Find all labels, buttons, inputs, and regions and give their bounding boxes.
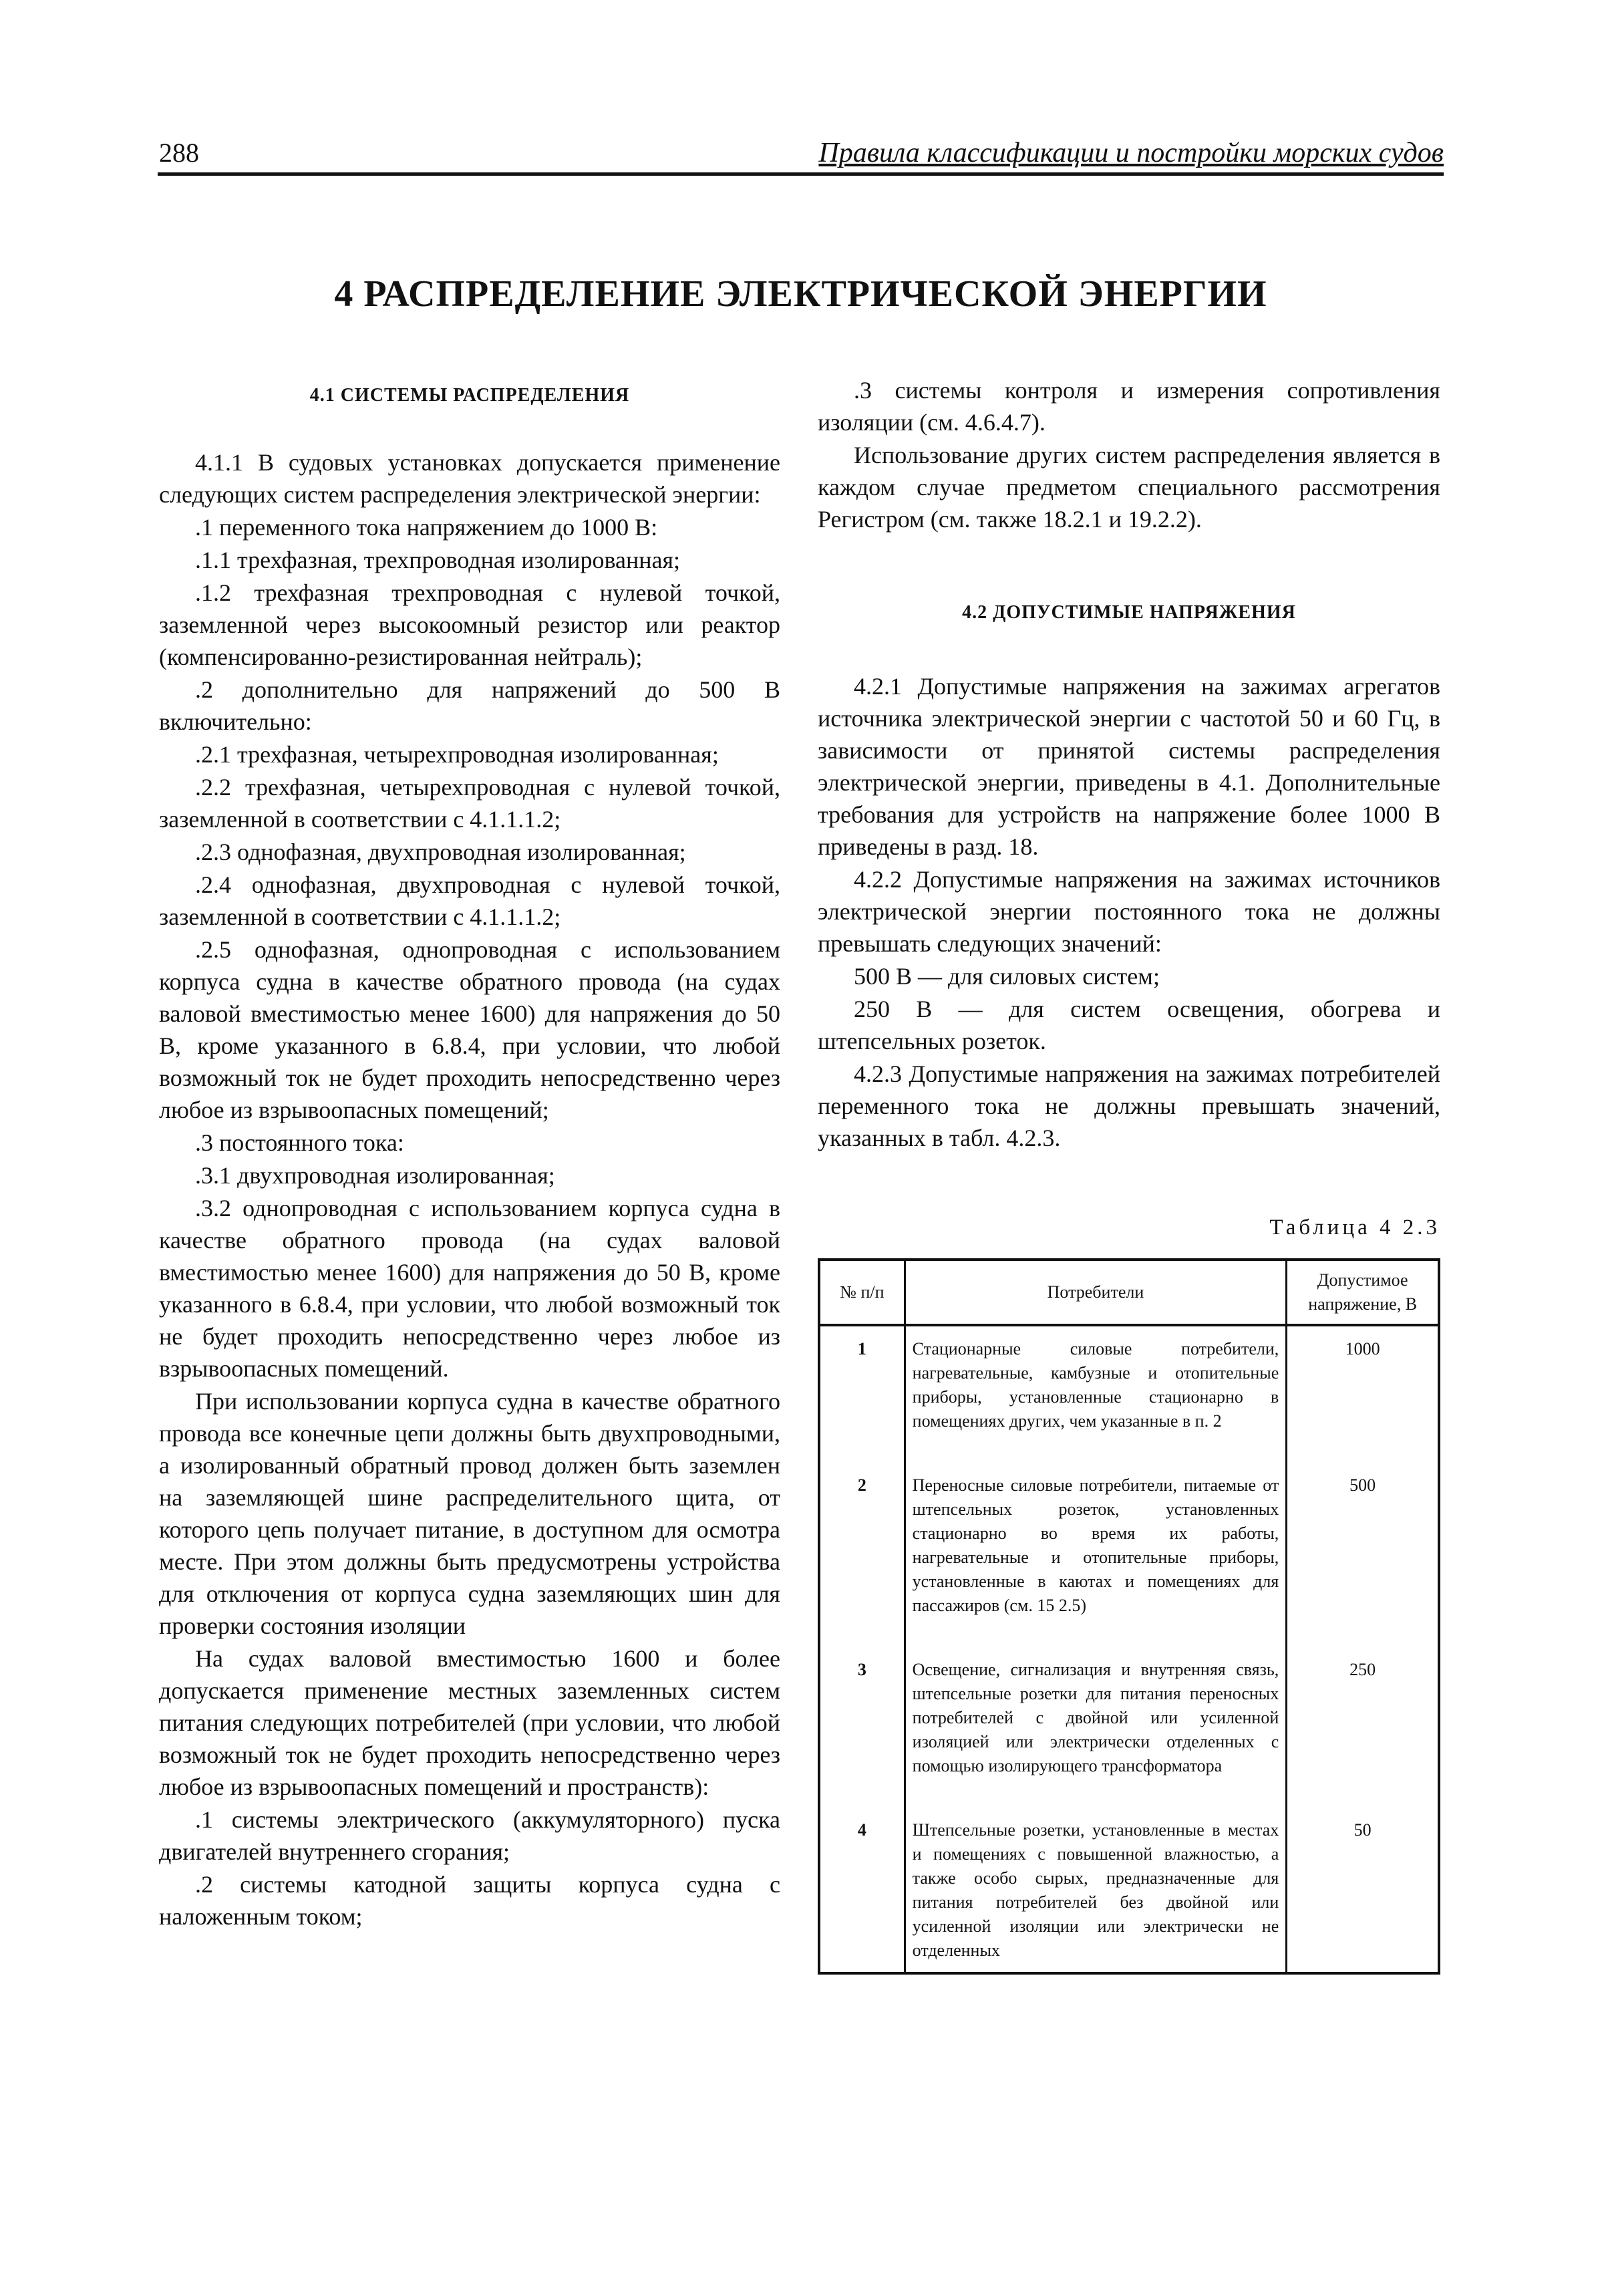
row-number: 3 (819, 1647, 905, 1808)
paragraph: .3.1 двухпроводная изолированная; (195, 1162, 555, 1189)
paragraph: .1.2 трехфазная трехпроводная с нулевой точкой, заземленной через высокоомный резистор или реактор (компенсированно-резистированная нейтраль); (159, 579, 780, 670)
chapter-title: 4 РАСПРЕДЕЛЕНИЕ ЭЛЕКТРИЧЕСКОЙ ЭНЕРГИИ (334, 273, 1267, 315)
row-number: 2 (819, 1463, 905, 1647)
paragraph: .2.3 однофазная, двухпроводная изолированная; (195, 839, 686, 865)
paragraph: .2 системы катодной защиты корпуса судна с наложенным током; (159, 1871, 780, 1930)
left-column (159, 374, 780, 1933)
header-number: № п/п (819, 1260, 905, 1325)
header-consumers: Потребители (905, 1260, 1287, 1325)
table-row (819, 1463, 1439, 1647)
section-title-4-1: 4.1 СИСТЕМЫ РАСПРЕДЕЛЕНИЯ (309, 385, 630, 406)
row-voltage: 500 (1287, 1463, 1439, 1647)
paragraph: 4.1.1 В судовых установках допускается применение следующих систем распределения электрической энергии: (159, 449, 780, 508)
row-consumer: Стационарные силовые потребители, нагревательные, камбузные и отопительные приборы, установленные стационарно в помещениях других, чем указанные в п. 2 (905, 1325, 1287, 1463)
paragraph: .2.1 трехфазная, четырехпроводная изолированная; (195, 741, 719, 768)
table-header-row (819, 1260, 1439, 1325)
paragraph: .2 дополнительно для напряжений до 500 В включительно: (159, 676, 780, 735)
table-row (819, 1808, 1439, 1973)
section-title-4-2: 4.2 ДОПУСТИМЫЕ НАПРЯЖЕНИЯ (962, 602, 1296, 623)
row-number: 4 (819, 1808, 905, 1973)
row-consumer: Переносные силовые потребители, питаемые от штепсельных розеток, установленных стационарно во время их работы, нагревательные и отопительные приборы, установленные в каютах и помещениях для пассажиров (см. 15 2.5) (905, 1463, 1287, 1647)
paragraph: Использование других систем распределения является в каждом случае предметом специального рассмотрения Регистром (см. также 18.2.1 и 19.2.2). (818, 442, 1440, 533)
paragraph: .1.1 трехфазная, трехпроводная изолированная; (195, 547, 681, 573)
header-voltage: Допустимое напряжение, В (1287, 1260, 1439, 1325)
paragraph: На судах валовой вместимостью 1600 и более допускается применение местных заземленных систем питания следующих потребителей (при условии, что любой возможный ток не будет проходить непосредственно через любое из взрывоопасных помещений и пространств): (159, 1645, 780, 1800)
paragraph: 250 В — для систем освещения, обогрева и штепсельных розеток. (818, 996, 1440, 1054)
page-number: 288 (159, 138, 199, 168)
right-column (818, 374, 1440, 1975)
paragraph: .1 системы электрического (аккумуляторного) пуска двигателей внутреннего сгорания; (159, 1806, 780, 1865)
paragraph: .3 системы контроля и измерения сопротивления изоляции (см. 4.6.4.7). (818, 377, 1440, 436)
paragraph: .3 постоянного тока: (195, 1129, 404, 1156)
paragraph: 4.2.1 Допустимые напряжения на зажимах агрегатов источника электрической энергии с частотой 50 и 60 Гц, в зависимости от принятой системы распределения электрической энергии, приведены в 4.1. Дополнительные требования для устройств на напряжение более 1000 В приведены в разд. 18. (818, 673, 1440, 860)
row-consumer: Освещение, сигнализация и внутренняя связь, штепсельные розетки для питания переносных потребителей с двойной или усиленной изоляцией или электрически отделенных с помощью изолирующего трансформатора (905, 1647, 1287, 1808)
row-voltage: 250 (1287, 1647, 1439, 1808)
voltage-table (818, 1258, 1440, 1975)
row-voltage: 1000 (1287, 1325, 1439, 1463)
paragraph: 4.2.3 Допустимые напряжения на зажимах потребителей переменного тока не должны превышать значений, указанных в табл. 4.2.3. (818, 1060, 1440, 1151)
paragraph: .2.5 однофазная, однопроводная с использованием корпуса судна в качестве обратного провода (на судах валовой вместимостью менее 1600) для напряжения до 50 В, кроме указанного в 6.8.4, при условии, что любой возможный ток не будет проходить непосредственно через любое из взрывоопасных помещений; (159, 936, 780, 1123)
header-rule (158, 172, 1444, 176)
table-caption: Таблица 4 2.3 (1269, 1215, 1440, 1240)
paragraph: 4.2.2 Допустимые напряжения на зажимах источников электрической энергии постоянного тока не должны превышать следующих значений: (818, 866, 1440, 957)
paragraph: .2.2 трехфазная, четырехпроводная с нулевой точкой, заземленной в соответствии с 4.1.1.1.2; (159, 774, 780, 833)
running-title: Правила классификации и постройки морских судов (818, 138, 1444, 168)
paragraph: .2.4 однофазная, двухпроводная с нулевой точкой, заземленной в соответствии с 4.1.1.1.2; (159, 871, 780, 930)
table-row (819, 1325, 1439, 1463)
paragraph: 500 В — для силовых систем; (854, 963, 1160, 990)
row-consumer: Штепсельные розетки, установленные в местах и помещениях с повышенной влажностью, а также особо сырых, предназначенные для питания потребителей без двойной или усиленной изоляции или электрически не отделенных (905, 1808, 1287, 1973)
paragraph: .3.2 однопроводная с использованием корпуса судна в качестве обратного провода (на судах валовой вместимостью менее 1600) для напряжения до 50 В, кроме указанного в 6.8.4, при условии, что любой возможный ток не будет проходить непосредственно через любое из взрывоопасных помещений. (159, 1195, 780, 1382)
paragraph: .1 переменного тока напряжением до 1000 В: (195, 514, 658, 541)
table-row (819, 1647, 1439, 1808)
row-number: 1 (819, 1325, 905, 1463)
paragraph: При использовании корпуса судна в качестве обратного провода все конечные цепи должны быть двухпроводными, а изолированный обратный провод должен быть заземлен на заземляющей шине распределительного щита, от которого цепь получает питание, в доступном для осмотра месте. При этом должны быть предусмотрены устройства для отключения от корпуса судна заземляющих шин для проверки состояния изоляции (159, 1388, 780, 1639)
row-voltage: 50 (1287, 1808, 1439, 1973)
